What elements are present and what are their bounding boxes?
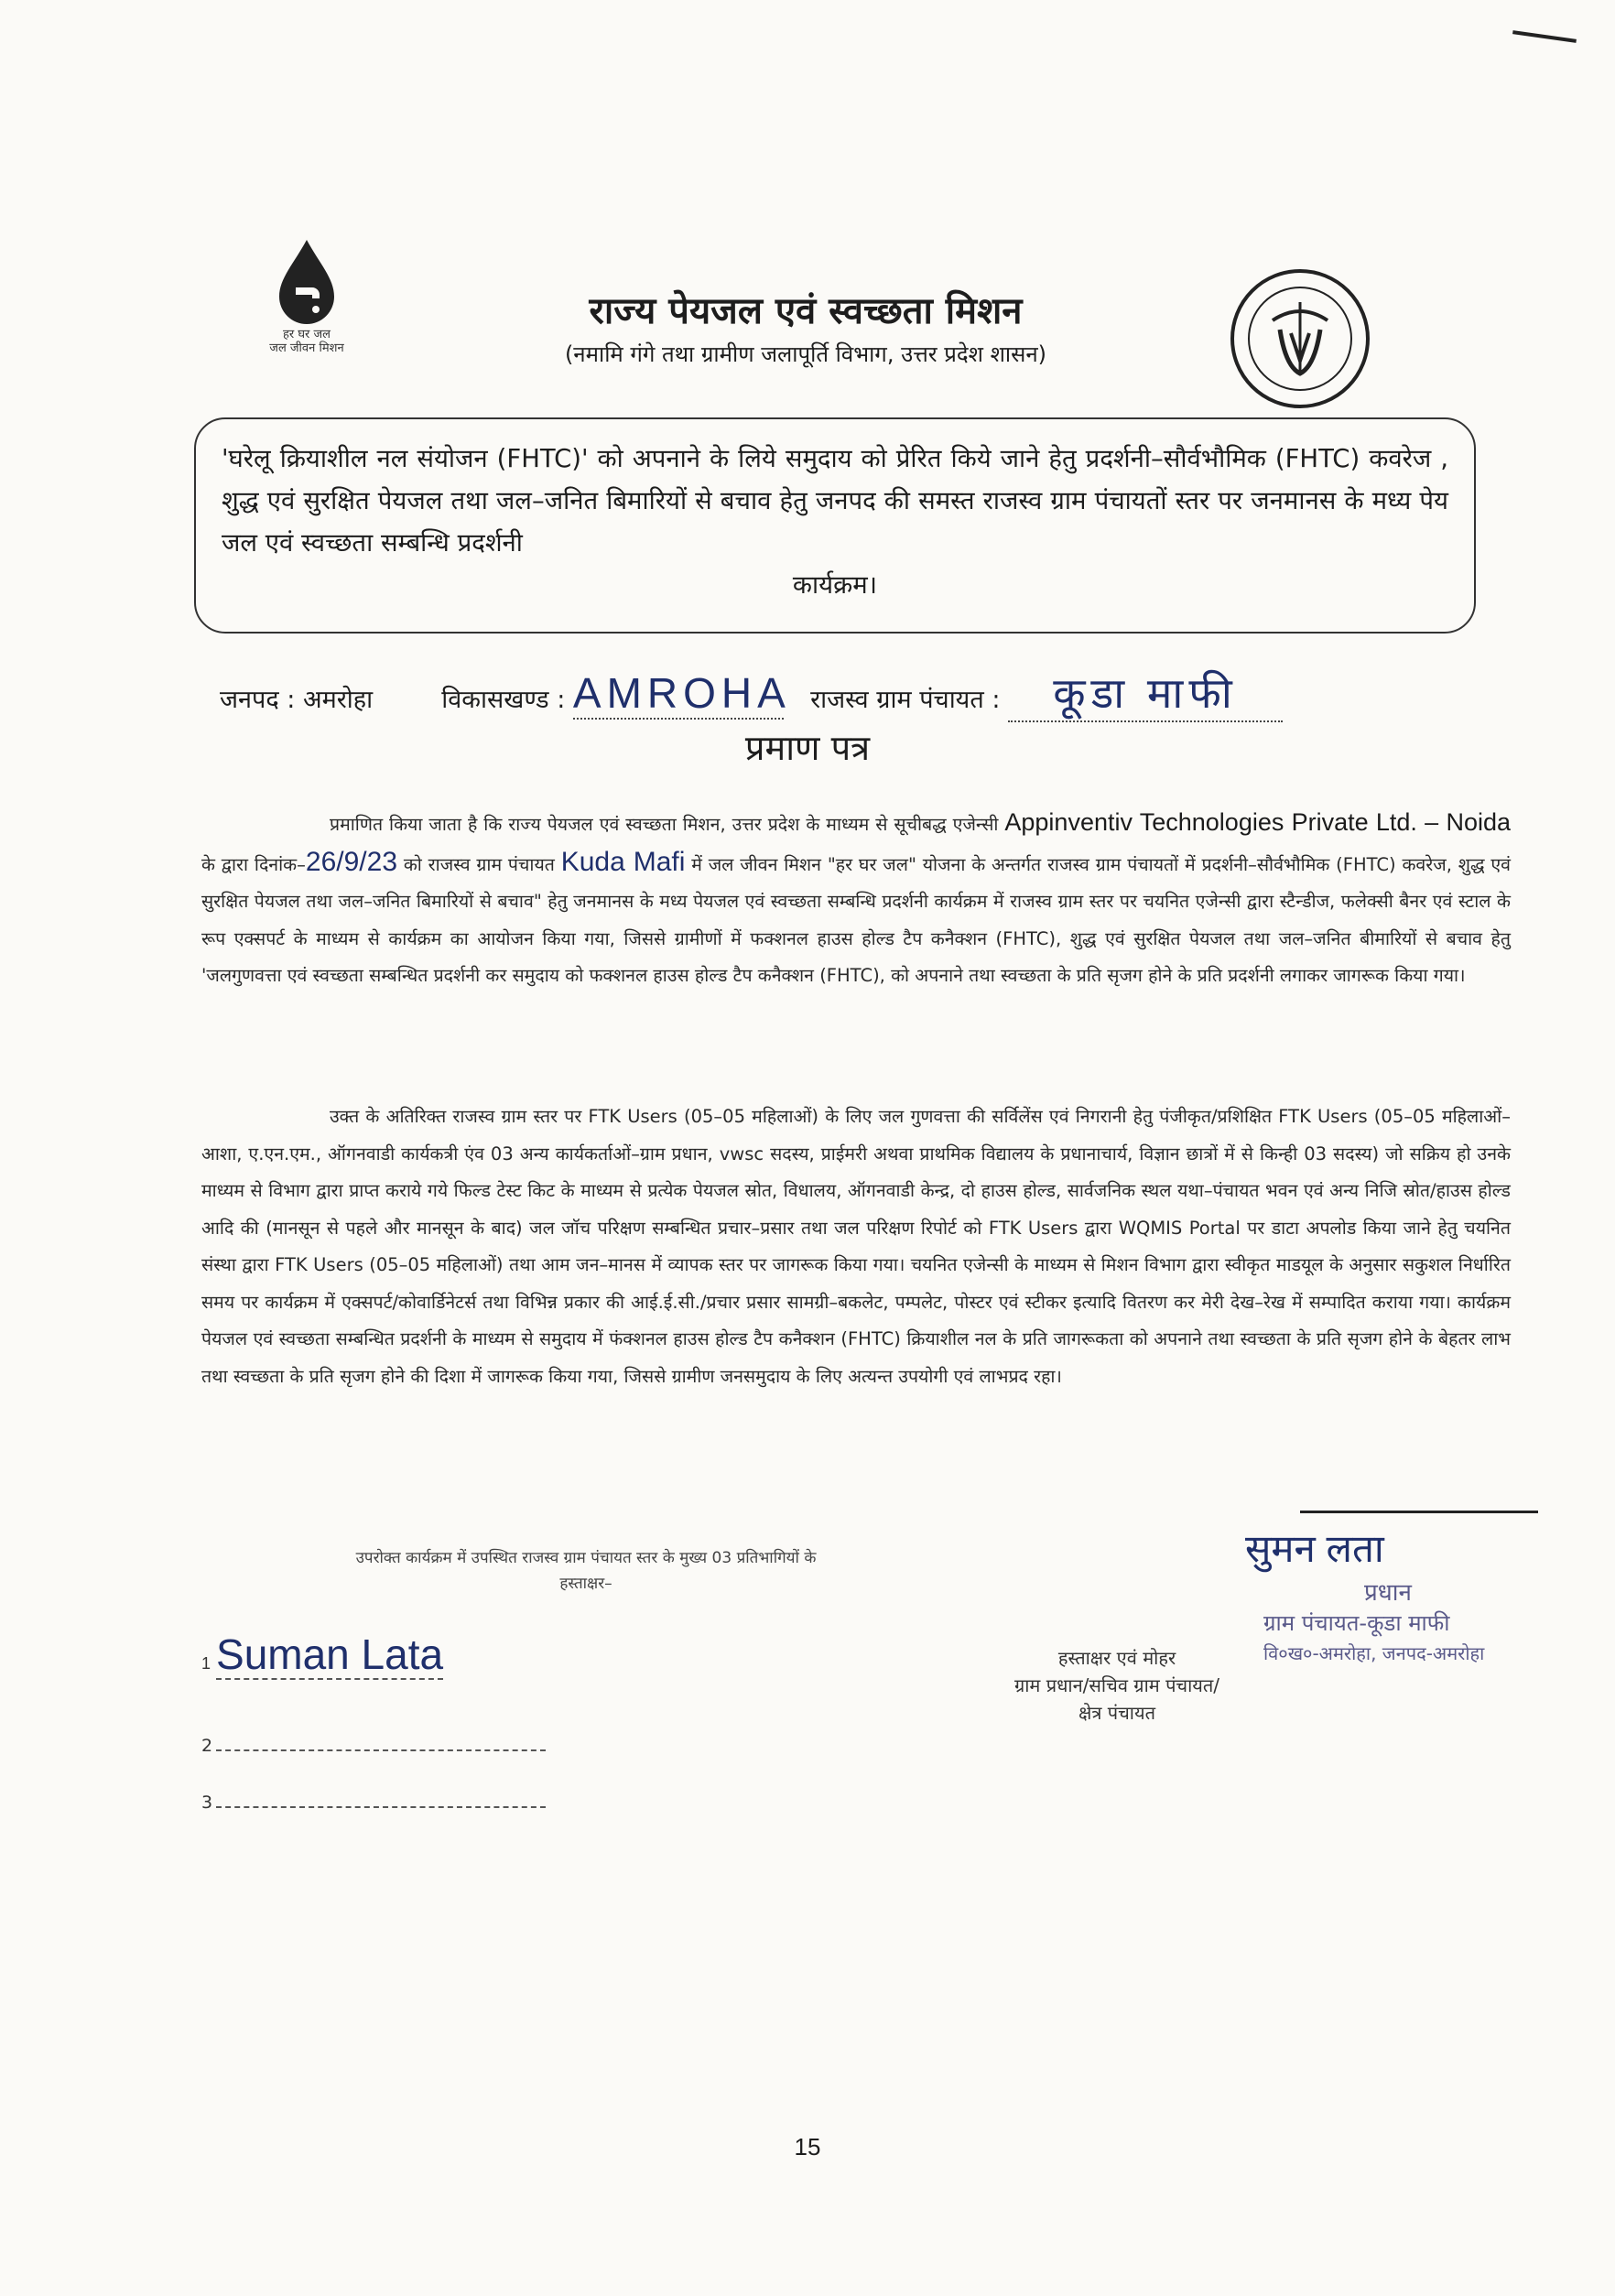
certificate-title: प्रमाण पत्र: [744, 728, 871, 768]
stamp-line-2: ग्राम पंचायत-कूडा माफी: [1263, 1610, 1450, 1636]
participant-2-number: 2: [201, 1736, 213, 1756]
certificate-paragraph-2: [201, 1099, 1511, 1395]
stamp-line-3: वि०ख०-अमरोहा, जनपद-अमरोहा: [1263, 1642, 1485, 1664]
program-date: 26/9/23: [305, 846, 397, 877]
page-title: राज्य पेयजल एवं स्वच्छता मिशन: [589, 290, 1023, 332]
page-number: 15: [794, 2133, 821, 2161]
stamp-rule: [1300, 1511, 1538, 1513]
corner-mark: [1512, 30, 1577, 43]
panchayat-label: राजस्व ग्राम पंचायत :: [810, 686, 1001, 714]
para1-d: में जल जीवन मिशन "हर घर जल" योजना के अन्तर्गत राजस्व ग्राम पंचायतों में प्रदर्शनी–सौर्वभौमिक (FHTC) कवरेज, शुद्ध एवं सुरक्षित पेयजल तथा जल–जनित बिमारियों से बचाव" हेतु जनमानस के मध्य पेयजल एवं स्वच्छता सम्बन्धि प्रदर्शनी कार्यक्रम में राजस्व ग्राम स्तर पर चयनित एजेन्सी द्वारा स्टैन्डीज, फलेक्सी बैनर एवं स्टाल के रूप एक्सपर्ट के माध्यम से कार्यक्रम का आयोजन किया गया, जिससे ग्रामीणों में फक्शनल हाउस होल्ड टैप कनैक्शन (FHTC), शुद्ध एवं सुरक्षित पेयजल तथा जल–जनित बीमारियों से बचाव हेतु 'जलगुणवत्ता एवं स्वच्छता सम्बन्धित प्रदर्शनी कर समुदाय को फक्शनल हाउस होल्ड टैप कनैक्शन (FHTC), को अपनाने तथा स्वच्छता के प्रति सृजग होने के प्रति प्रदर्शनी लगाकर जागरूक किया गया।: [201, 853, 1512, 986]
signature-line-2: ग्राम प्रधान/सचिव ग्राम पंचायत/: [1013, 1674, 1220, 1696]
har-ghar-jal-logo: [247, 236, 366, 383]
block-value: AMROHA: [572, 669, 791, 717]
participant-1-number: 1: [201, 1654, 211, 1673]
logo-caption-1: हर घर जल: [283, 328, 331, 341]
page-subtitle: (नमामि गंगे तथा ग्रामीण जलापूर्ति विभाग, उत्तर प्रदेश शासन): [564, 341, 1047, 367]
program-description-box: [194, 417, 1476, 634]
para1-a: प्रमाणित किया जाता है कि राज्य पेयजल एवं स्वच्छता मिशन, उत्तर प्रदेश के माध्यम से सूचीबद्ध एजेन्सी: [330, 814, 999, 835]
district-label: जनपद : अमरोहा: [220, 686, 374, 714]
participants-note: [211, 1545, 961, 1597]
participant-3-line: [201, 1792, 558, 1813]
block-label: विकासखण्ड :: [441, 686, 566, 714]
certificate-paragraph-1: [201, 804, 1511, 995]
para1-b: के द्वारा दिनांक–: [201, 853, 306, 875]
emblem-seal-icon: [1227, 265, 1373, 412]
signature-line-3: क्षेत्र पंचायत: [1078, 1702, 1155, 1724]
participant-2-line: [201, 1736, 558, 1756]
logo-caption-2: जल जीवन मिशन: [269, 341, 344, 355]
note-line-1: उपरोक्त कार्यक्रम में उपस्थित राजस्व ग्राम पंचायत स्तर के मुख्य 03 प्रतिभागियों के: [355, 1549, 817, 1567]
village-name: Kuda Mafi: [560, 846, 686, 877]
pradhan-signature: सुमन लता: [1245, 1527, 1384, 1570]
water-drop-icon: [270, 236, 343, 328]
box-last-line: कार्यक्रम।: [792, 570, 878, 600]
participant-3-number: 3: [201, 1792, 213, 1813]
para1-c: को राजस्व ग्राम पंचायत: [403, 853, 555, 875]
panchayat-value: कूडा माफी: [1053, 669, 1238, 717]
location-row: [220, 664, 1483, 722]
stamp-line-1: प्रधान: [1364, 1579, 1412, 1607]
para2-text: उक्त के अतिरिक्त राजस्व ग्राम स्तर पर FTK Users (05–05 महिलाओं) के लिए जल गुणवत्ता की सर्विलेंस एवं निगरानी हेतु पंजीकृत/प्रशिक्षित FTK Users (05–05 महिलाओं–आशा, ए.एन.एम., ऑगनवाडी कार्यकत्री एंव 03 अन्य कार्यकर्ताओं–ग्राम प्रधान, vwsc सदस्य, प्राईमरी अथवा प्राथमिक विद्यालय के प्रधानाचार्य, विज्ञान छात्रों में से किन्ही 03 सदस्य) जो सक्रिय हो उनके माध्यम से विभाग द्वारा प्राप्त कराये गये फिल्ड टेस्ट किट के माध्यम से प्रत्येक पेयजल स्रोत, विधालय, ऑगनवाडी केन्द्र, दो हाउस होल्ड, सार्वजनिक स्थल यथा–पंचायत भवन एवं अन्य निजि स्रोत/हाउस होल्ड आदि की (मानसून से पहले और मानसून के बाद) जल जॉच परिक्षण सम्बन्धित प्रचार–प्रसार तथा जल परिक्षण रिपोर्ट को FTK Users द्वारा WQMIS Portal पर डाटा अपलोड किया जाने हेतु चयनित संस्था द्वारा FTK Users (05–05 महिलाओं) तथा आम जन–मानस में व्यापक स्तर पर जागरूक किया गया। चयनित एजेन्सी के माध्यम से मिशन विभाग द्वारा स्वीकृत माडयूल के अनुसार सकुशल निर्धारित समय पर कार्यक्रम में एक्सपर्ट/कोवार्डिनेटर्स तथा विभिन्न प्रकार की आई.ई.सी./प्रचार प्रसार सामग्री–बकलेट, पम्पलेट, पोस्टर एवं स्टीकर इत्यादि वितरण कर मेरी देख–रेख में सम्पादित कराया गया। कार्यक्रम पेयजल एवं स्वच्छता सम्बन्धित प्रदर्शनी के माध्यम से समुदाय में फंक्शनल हाउस होल्ड टैप कनैक्शन (FHTC) क्रियाशील नल के प्रति जागरूकता को अपनाने तथा स्वच्छता के प्रति सृजग होने के बेहतर लाभ तथा स्वच्छता के प्रति सृजग होने की दिशा में जागरूक किया गया, जिससे ग्रामीण जनसमुदाय के लिए अत्यन्त उपयोगी एवं लाभप्रद रहा।: [201, 1106, 1511, 1387]
participant-1-name: Suman Lata: [216, 1630, 444, 1678]
box-text: 'घरेलू क्रियाशील नल संयोजन (FHTC)' को अपनाने के लिये समुदाय को प्रेरित किये जाने हेतु प्रदर्शनी–सौर्वभौमिक (FHTC) कवरेज , शुद्ध एवं सुरक्षित पेयजल तथा जल–जनित बिमारियों से बचाव हेतु जनपद की समस्त राजस्व ग्राम पंचायतों स्तर पर जनमानस के मध्य पेय जल एवं स्वच्छता सम्बन्धि प्रदर्शनी: [222, 444, 1448, 558]
participant-1-signature: [201, 1630, 443, 1679]
agency-name: Appinventiv Technologies Private Ltd. – Noida: [1004, 808, 1511, 836]
signature-block: [961, 1644, 1273, 1727]
note-line-2: हस्ताक्षर–: [559, 1575, 612, 1593]
up-government-emblem: [1227, 265, 1373, 412]
signature-line-1: हस्ताक्षर एवं मोहर: [1057, 1647, 1176, 1669]
